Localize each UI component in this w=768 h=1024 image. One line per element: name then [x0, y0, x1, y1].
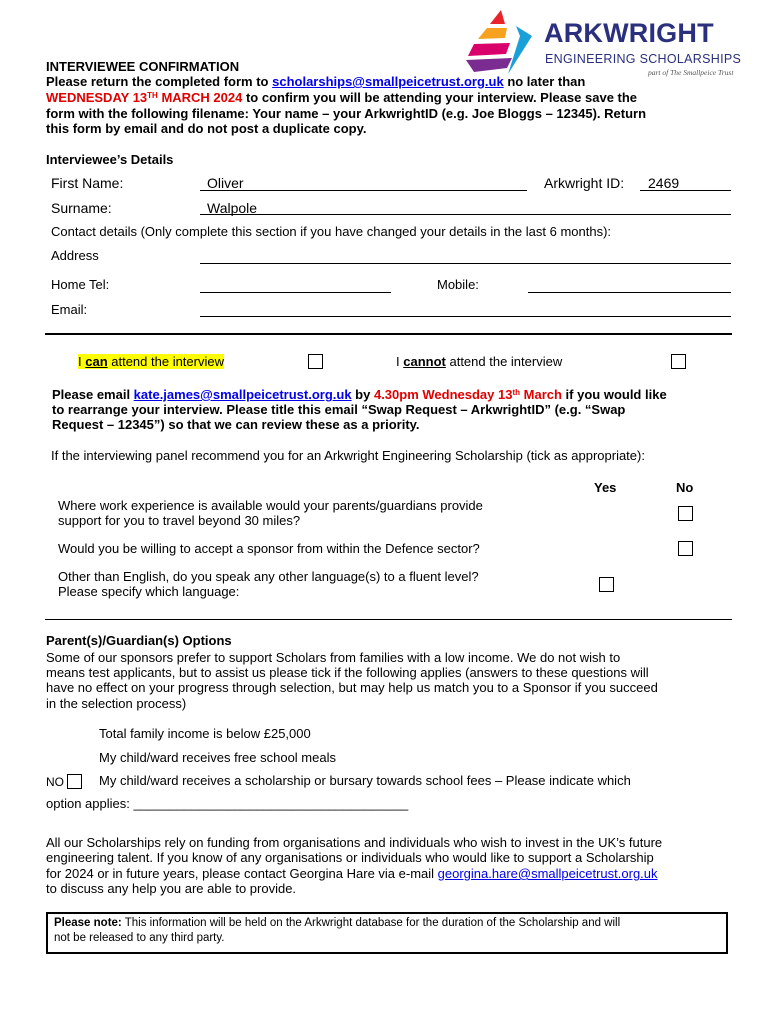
question-defence-no-checkbox[interactable] [678, 541, 693, 556]
address-field[interactable] [200, 263, 731, 264]
question-language-yes-checkbox[interactable] [599, 577, 614, 592]
closing-line3-prefix: for 2024 or in future years, please contact Georgina Hare via e-mail [46, 866, 438, 881]
logo-name: ARKWRIGHT [544, 18, 714, 48]
address-label: Address [51, 248, 99, 263]
scholarships-email-link[interactable]: scholarships@smallpeicetrust.org.uk [272, 74, 504, 89]
parents-heading: Parent(s)/Guardian(s) Options [46, 633, 232, 648]
option-income: Total family income is below £25,000 [99, 726, 311, 741]
arkwright-logo-mark-icon [460, 6, 540, 78]
question-travel-line2: support for you to travel beyond 30 miles? [58, 513, 301, 528]
can-attend-checkbox[interactable] [308, 354, 323, 369]
parents-para-line2: means test applicants, but to assist us please tick if the following applies (answers to these questions will [46, 665, 649, 680]
first-name-field[interactable] [200, 190, 527, 191]
first-name-value: Oliver [207, 175, 244, 191]
georgina-email-link[interactable]: georgina.hare@smallpeicetrust.org.uk [437, 866, 658, 881]
option-bursary-no-label: NO [46, 775, 64, 789]
note-text-line2: not be released to any third party. [54, 932, 225, 944]
surname-value: Walpole [207, 200, 258, 216]
arkwright-id-label: Arkwright ID: [544, 175, 625, 191]
question-travel-no-checkbox[interactable] [678, 506, 693, 521]
rearrange-deadline [374, 387, 562, 402]
rearrange-time-sup: th [512, 388, 521, 397]
option-school-meals: My child/ward receives free school meals [99, 750, 336, 765]
question-language-line1: Other than English, do you speak any other language(s) to a fluent level? [58, 569, 479, 584]
parents-para-line3: have no effect on your progress through selection, but may help us match you to a Sponsor if you succeed [46, 680, 658, 695]
cannot-attend-label [396, 354, 562, 369]
return-instructions-line1 [46, 74, 585, 89]
surname-field[interactable] [200, 214, 731, 215]
note-label: Please note: [54, 917, 122, 929]
rearrange-suffix: if you would like [561, 387, 667, 402]
rearrange-prefix: Please email [52, 387, 134, 402]
section-divider-thick [45, 333, 732, 335]
rearrange-time-rest: March [520, 387, 562, 402]
parents-para-line1: Some of our sponsors prefer to support Scholars from families with a low income. We do not wish to [46, 650, 621, 665]
section-divider-thin [45, 619, 732, 620]
rearrange-line1 [52, 387, 667, 402]
cannot-suffix: attend the interview [445, 354, 563, 369]
details-heading: Interviewee’s Details [46, 152, 174, 167]
return-instructions-line3: form with the following filename: Your name – your ArkwrightID (e.g. Joe Bloggs – 12345). Return [46, 106, 647, 121]
arkwright-id-value: 2469 [648, 175, 680, 191]
no-column-header: No [676, 480, 694, 495]
arkwright-logo [458, 4, 758, 82]
return-instructions-line2 [46, 90, 637, 105]
rearrange-line3: Request – 12345”) so that we can review these as a priority. [52, 417, 420, 432]
logo-subtitle: ENGINEERING SCHOLARSHIPS [545, 52, 742, 66]
option-bursary: My child/ward receives a scholarship or bursary towards school fees – Please indicate which [99, 773, 631, 788]
contact-details-note: Contact details (Only complete this section if you have changed your details in the last 6 months): [51, 224, 612, 239]
rearrange-by: by [351, 387, 374, 402]
rearrange-line2: to rearrange your interview. Please title this email “Swap Request – ArkwrightID” (e.g. “Swap [52, 402, 626, 417]
data-protection-note [46, 912, 728, 954]
can-word: can [85, 354, 108, 369]
can-prefix: I [78, 354, 86, 369]
cannot-prefix: I [396, 354, 404, 369]
return-instructions-prefix: Please return the completed form to [46, 74, 273, 89]
deadline [46, 90, 242, 105]
cannot-word: cannot [403, 354, 446, 369]
cannot-attend-checkbox[interactable] [671, 354, 686, 369]
question-language-line2: Please specify which language: [58, 584, 240, 599]
parents-para-line4: in the selection process) [46, 696, 187, 711]
rearrange-time: 4.30pm Wednesday 13 [373, 387, 513, 402]
return-instructions-line4: this form by email and do not post a duplicate copy. [46, 121, 367, 136]
mobile-field[interactable] [528, 292, 731, 293]
email-field[interactable] [200, 316, 731, 317]
home-tel-label: Home Tel: [51, 277, 110, 292]
option-applies-line: option applies: ______________________________________ [46, 796, 409, 811]
form-title: INTERVIEWEE CONFIRMATION [46, 59, 240, 74]
closing-line3 [46, 866, 658, 881]
closing-line4: to discuss any help you are able to provide. [46, 881, 297, 896]
logo-tagline: part of The Smallpeice Trust [648, 68, 734, 77]
return-instructions-line2-suffix: to confirm you will be attending your interview. Please save the [242, 90, 638, 105]
mobile-label: Mobile: [437, 277, 479, 292]
email-label: Email: [51, 302, 88, 317]
question-defence: Would you be willing to accept a sponsor from within the Defence sector? [58, 541, 480, 556]
deadline-rest: MARCH 2024 [157, 90, 243, 105]
first-name-label: First Name: [51, 175, 124, 191]
closing-line2: engineering talent. If you know of any organisations or individuals who would like to support a Scholarship [46, 850, 654, 865]
questions-intro: If the interviewing panel recommend you for an Arkwright Engineering Scholarship (tick as appropriate): [51, 448, 645, 463]
can-attend-label [78, 354, 224, 369]
deadline-sup: TH [147, 91, 158, 100]
closing-line1: All our Scholarships rely on funding from organisations and individuals who wish to invest in the UK’s future [46, 835, 663, 850]
home-tel-field[interactable] [200, 292, 391, 293]
question-travel-line1: Where work experience is available would your parents/guardians provide [58, 498, 483, 513]
yes-column-header: Yes [594, 480, 617, 495]
return-instructions-suffix: no later than [503, 74, 586, 89]
kate-email-link[interactable]: kate.james@smallpeicetrust.org.uk [133, 387, 352, 402]
option-bursary-checkbox[interactable] [67, 774, 82, 789]
can-suffix: attend the interview [107, 354, 224, 369]
deadline-day: WEDNESDAY 13 [46, 90, 148, 105]
note-text: This information will be held on the Arkwright database for the duration of the Scholarship and will [121, 917, 621, 929]
surname-label: Surname: [51, 200, 112, 216]
